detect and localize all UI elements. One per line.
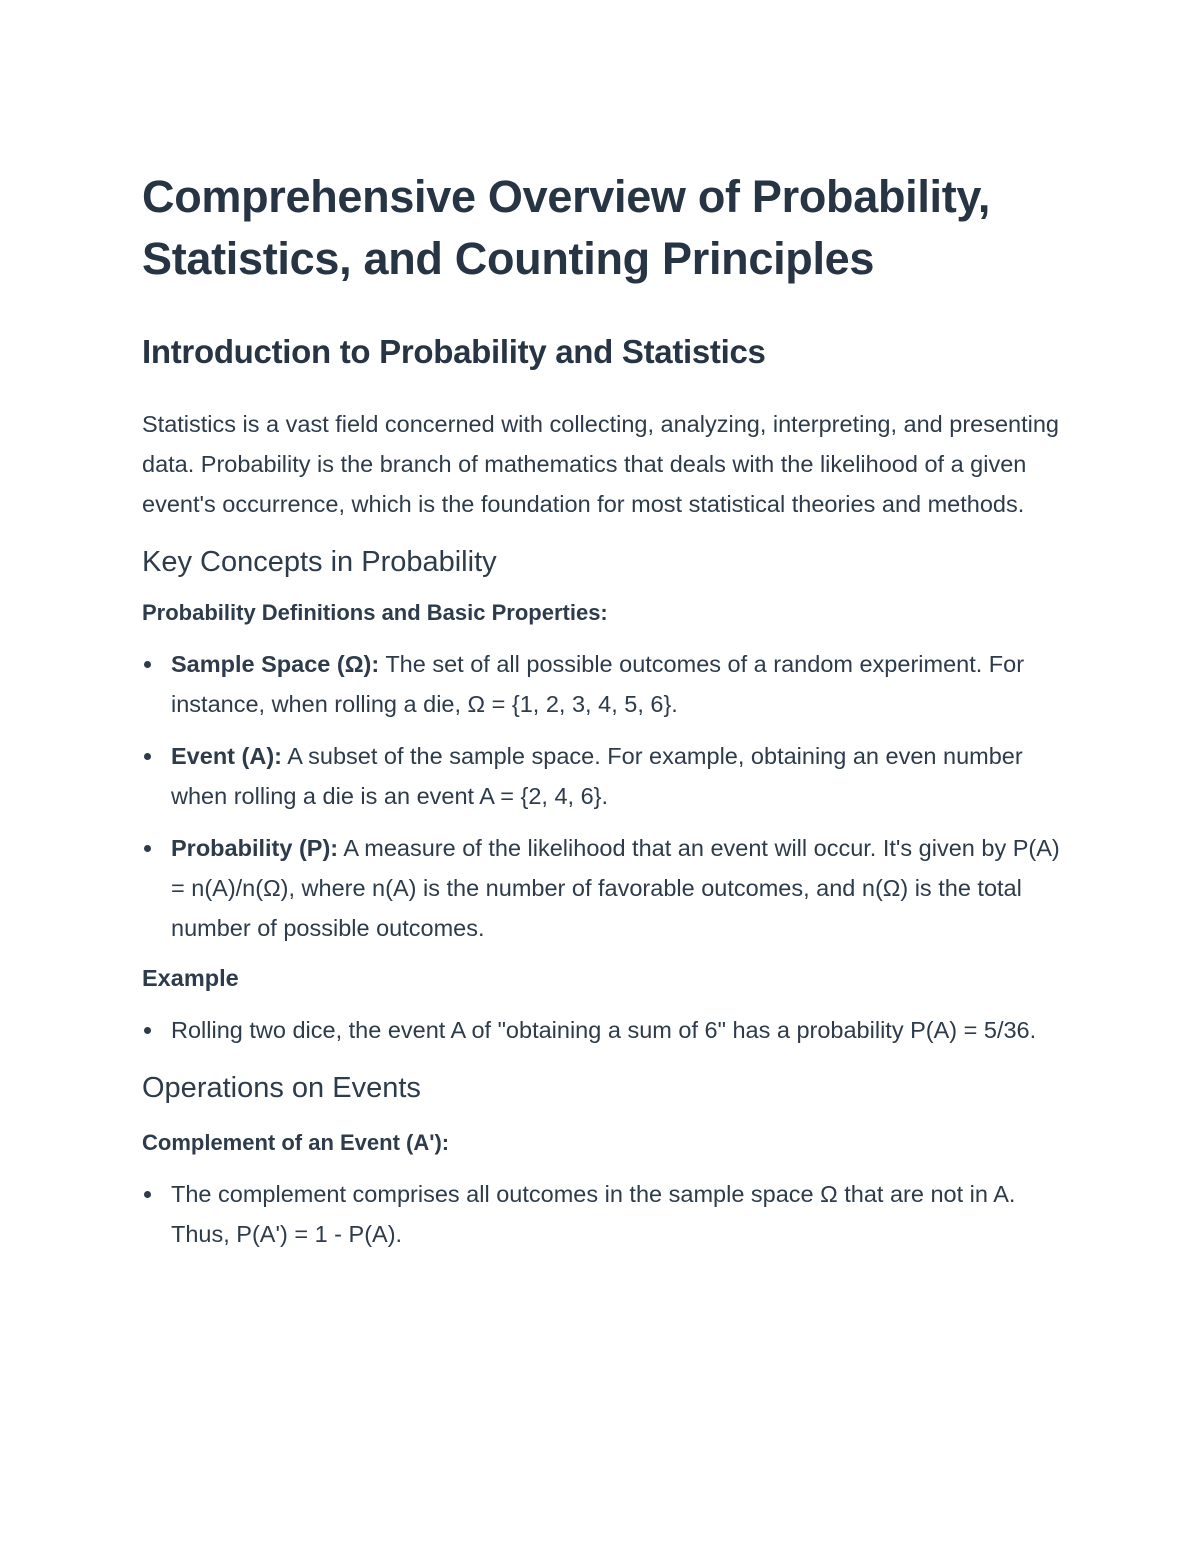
- definitions-label: Probability Definitions and Basic Properties:: [142, 600, 608, 625]
- example-label: Example: [142, 965, 239, 991]
- example-text: Rolling two dice, the event A of "obtaining a sum of 6" has a probability P(A) = 5/36.: [171, 1017, 1037, 1043]
- definition-term: Probability (P):: [171, 835, 339, 861]
- intro-paragraph: Statistics is a vast field concerned with collecting, analyzing, interpreting, and presenting data. Probability is the branch of mathematics that deals with the likelihood of a given event's occurrence, which is the foundation for most statistical theories and methods.: [142, 411, 1059, 517]
- complement-label: Complement of an Event (A'):: [142, 1130, 450, 1155]
- section-heading-key-concepts: Key Concepts in Probability: [142, 546, 497, 578]
- bullet-icon: [144, 1191, 151, 1198]
- definition-text: The set of all possible outcomes of a random experiment. For instance, when rolling a die, Ω = {1, 2, 3, 4, 5, 6}.: [171, 651, 1025, 717]
- list-item: [142, 736, 1072, 816]
- definition-term: Sample Space (Ω):: [171, 651, 380, 677]
- definitions-list: [142, 644, 1072, 948]
- bullet-icon: [144, 753, 151, 760]
- complement-text: The complement comprises all outcomes in the sample space Ω that are not in A. Thus, P(A') = 1 - P(A).: [171, 1181, 1016, 1247]
- list-item: [142, 644, 1072, 724]
- section-heading-introduction: Introduction to Probability and Statistics: [142, 333, 766, 370]
- list-item: [142, 1174, 1072, 1254]
- definition-text: A measure of the likelihood that an event will occur. It's given by P(A) = n(A)/n(Ω), where n(A) is the number of favorable outcomes, and n(Ω) is the total number of possible outcomes.: [171, 835, 1060, 941]
- list-item: [142, 828, 1072, 948]
- list-item: [142, 1010, 1072, 1050]
- complement-list: [142, 1174, 1072, 1254]
- document-page: [142, 166, 1072, 1254]
- example-list: [142, 1010, 1072, 1050]
- bullet-icon: [144, 1027, 151, 1034]
- bullet-icon: [144, 661, 151, 668]
- definition-text: A subset of the sample space. For example, obtaining an even number when rolling a die is an event A = {2, 4, 6}.: [171, 743, 1023, 809]
- definition-term: Event (A):: [171, 743, 282, 769]
- bullet-icon: [144, 845, 151, 852]
- section-heading-operations: Operations on Events: [142, 1072, 421, 1104]
- document-title: Comprehensive Overview of Probability, Statistics, and Counting Principles: [142, 171, 991, 284]
